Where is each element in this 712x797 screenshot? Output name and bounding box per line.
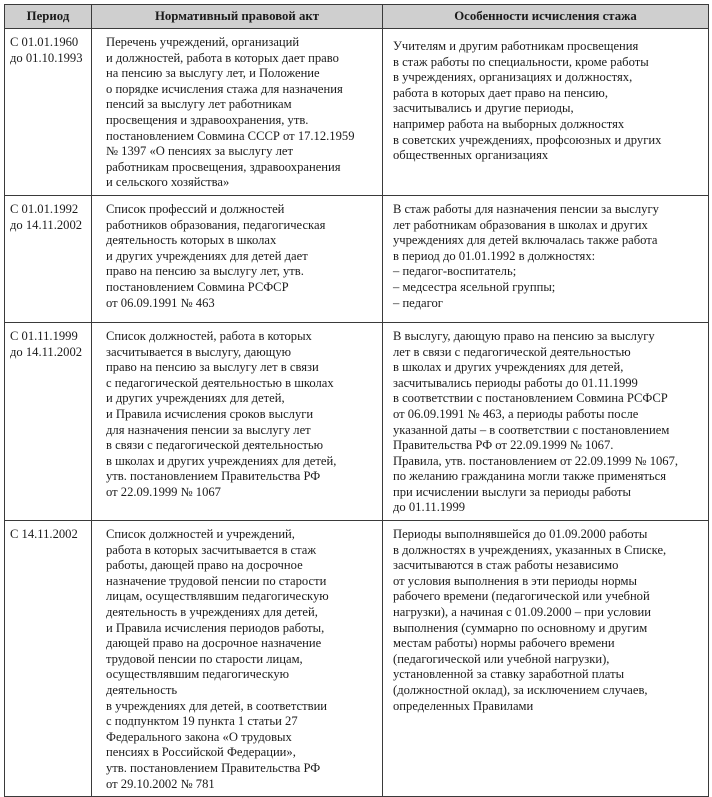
- header-period: Период: [5, 5, 92, 29]
- header-features: Особенности исчисления стажа: [383, 5, 709, 29]
- features-text: Учителям и другим работникам просвещения в стаж работы по специальности, кроме работы в учреждениях, организациях и должностях, работа в которых дает право на пенсию, засчитывались и другие периоды, например работа на выборных должностях в советских учреждениях, профсоюзных и других общественных организациях: [393, 39, 662, 163]
- features-cell: [383, 29, 709, 196]
- table-row: [5, 322, 709, 520]
- period-cell: С 01.11.1999 до 14.11.2002: [5, 322, 92, 520]
- period-cell: С 14.11.2002: [5, 521, 92, 797]
- features-cell: Периоды выполнявшейся до 01.09.2000 работы в должностях в учреждениях, указанных в Списке, засчитываются в стаж работы независимо от условия выполнения в эти периоды нормы рабочего времени (педагогической или учебной нагрузки), а начиная с 01.09.2000 – при условии выполнения (суммарно по основному и другим местам работы) нормы рабочего времени (педагогической или учебной нагрузки), установленной за ставку заработной платы (должностной оклад), за исключением случаев, определенных Правилами: [383, 521, 709, 797]
- act-cell: Список должностей и учреждений, работа в которых засчитывается в стаж работы, дающей право на досрочное назначение трудовой пенсии по старости лицам, осуществлявшим педагогическую деятельность в учреждениях для детей, и Правила исчисления периодов работы, дающей право на досрочное назначение трудовой пенсии по старости лицам, осуществлявшим педагогическую деятельность в учреждениях для детей, в соответствии с подпунктом 19 пункта 1 статьи 27 Федерального закона «О трудовых пенсиях в Российской Федерации», утв. постановлением Правительства РФ от 29.10.2002 № 781: [92, 521, 383, 797]
- pension-service-table: [4, 4, 709, 797]
- table-row: [5, 195, 709, 322]
- features-cell: В выслугу, дающую право на пенсию за выслугу лет в связи с педагогической деятельностью в школах и других учреждениях для детей, засчитывались периоды работы до 01.11.1999 в соответствии с постановлением Совмина РСФСР от 06.09.1991 № 463, а периоды работы после указанной даты – в соответствии с постановлением Правительства РФ от 22.09.1999 № 1067. Правила, утв. постановлением от 22.09.1999 № 1067, по желанию гражданина могли также применяться при исчислении выслуги за периоды работы до 01.11.1999: [383, 322, 709, 520]
- act-cell: Список должностей, работа в которых засчитывается в выслугу, дающую право на пенсию за выслугу лет в связи с педагогической деятельностью в школах и других учреждениях для детей, и Правила исчисления сроков выслуги для назначения пенсии за выслугу лет в связи с педагогической деятельностью в школах и других учреждениях для детей, утв. постановлением Правительства РФ от 22.09.1999 № 1067: [92, 322, 383, 520]
- table-header-row: [5, 5, 709, 29]
- act-cell: Список профессий и должностей работников образования, педагогическая деятельность которых в школах и других учреждениях для детей дает право на пенсию за выслугу лет, утв. постановлением Совмина РСФСР от 06.09.1991 № 463: [92, 195, 383, 322]
- features-cell: В стаж работы для назначения пенсии за выслугу лет работникам образования в школах и других учреждениях для детей включалась также работа в период до 01.01.1992 в должностях: – педагог-воспитатель; – медсестра ясельной группы; – педагог: [383, 195, 709, 322]
- period-cell: С 01.01.1960 до 01.10.1993: [5, 29, 92, 196]
- period-cell: С 01.01.1992 до 14.11.2002: [5, 195, 92, 322]
- table-row: [5, 521, 709, 797]
- act-cell: Перечень учреждений, организаций и должностей, работа в которых дает право на пенсию за выслугу лет, и Положение о порядке исчисления стажа для назначения пенсий за выслугу лет работникам просвещения и здравоохранения, утв. постановлением Совмина СССР от 17.12.1959 № 1397 «О пенсиях за выслугу лет работникам просвещения, здравоохранения и сельского хозяйства»: [92, 29, 383, 196]
- table-row: [5, 29, 709, 196]
- header-act: Нормативный правовой акт: [92, 5, 383, 29]
